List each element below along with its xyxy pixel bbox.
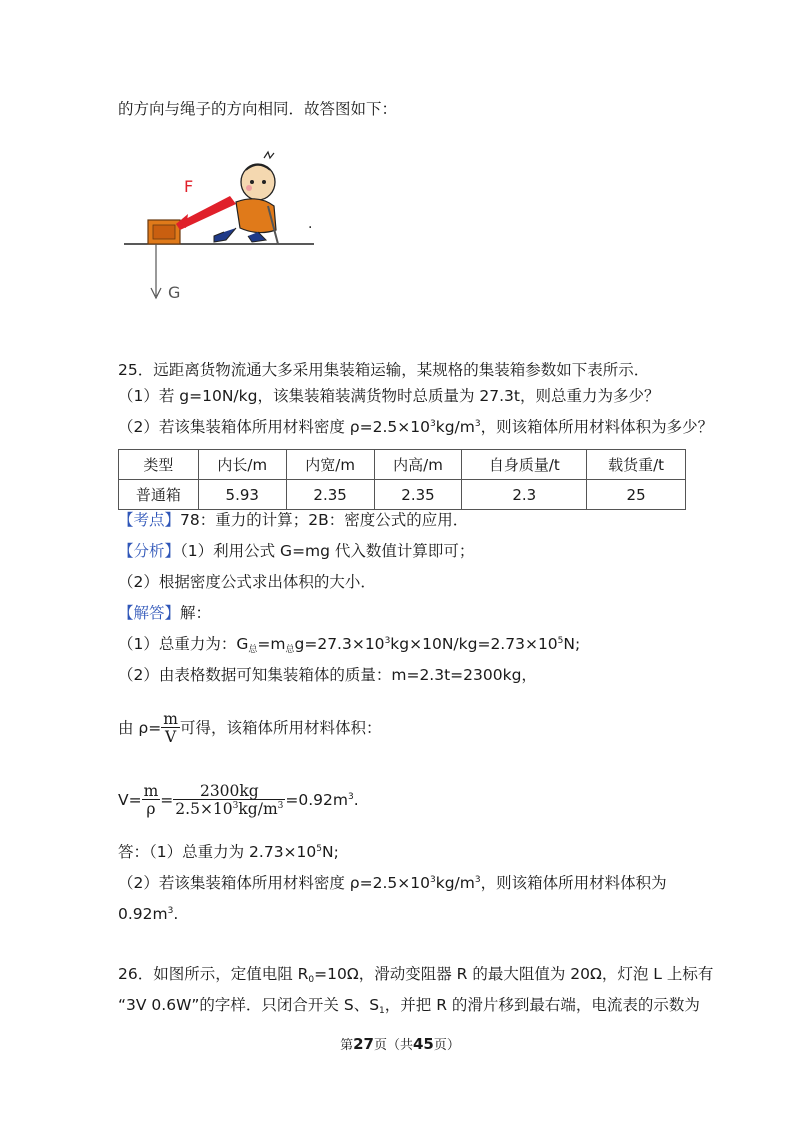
table-header-cell: 内高/m	[374, 450, 462, 480]
top-line: 的方向与绳子的方向相同．故答图如下：	[118, 100, 398, 118]
table-header-cell: 内长/m	[198, 450, 286, 480]
q25-part2: （2）若该集装箱体所用材料密度 $\rho=2.5\times 10^3kg/m^3$，则该箱体所用材料体积为多少？	[118, 418, 714, 436]
page-footer: 第27页（共45页）	[340, 1035, 460, 1053]
table-header-cell: 内宽/m	[286, 450, 374, 480]
answer-3: $0.92m^3$.	[118, 905, 179, 923]
kaodian-label: 【考点】	[118, 511, 181, 529]
density-formula-line: 由 ρ= $\frac{m}{V}$ 可得，该箱体所用材料体积：	[118, 710, 382, 746]
force-f-label: F	[184, 177, 194, 196]
answer-1: 答：（1）总重力为 $2.73\times 10^5N$;	[118, 843, 339, 861]
m-over-rho-fraction: $\frac{m}{\rho}$	[143, 782, 159, 818]
fenxi-line: 【分析】（1）利用公式 G=mg 代入数值计算即可；	[118, 542, 475, 560]
answer-2: （2）若该集装箱体所用材料密度 $\rho=2.5\times 10^3kg/m^3$，则该箱体所用材料体积为	[118, 874, 667, 892]
jieda-line: 【解答】解：	[118, 604, 212, 622]
q26-line-1: 26．如图所示，定值电阻 $R_0=10\Omega$，滑动变阻器 R 的最大阻值为 20Ω，灯泡 L 上标有	[118, 965, 714, 985]
table-cell: 5.93	[198, 480, 286, 510]
table-cell: 普通箱	[119, 480, 199, 510]
jieda-label: 【解答】	[118, 604, 181, 622]
table-header-cell: 自身质量/t	[462, 450, 587, 480]
fenxi-label: 【分析】	[118, 542, 181, 560]
total-pages: 45	[413, 1035, 434, 1053]
table-row	[119, 480, 686, 510]
q26-line-2: “3V 0.6W”的字样．只闭合开关 S、$S_1$，并把 R 的滑片移到最右端，电流表的示数为	[118, 996, 700, 1016]
table-cell: 2.3	[462, 480, 587, 510]
force-diagram	[118, 148, 328, 308]
table-header-cell: 载货重/t	[587, 450, 686, 480]
cartoon-person	[214, 152, 278, 244]
table-cell: 25	[587, 480, 686, 510]
svg-text:.: .	[308, 216, 313, 232]
q25-title: 25．远距离货物流通大多采用集装箱运输，某规格的集装箱参数如下表所示．	[118, 361, 650, 379]
solution-2: （2）由表格数据可知集装箱体的质量：m=2.3t=2300kg，	[118, 666, 537, 684]
current-page: 27	[353, 1035, 374, 1053]
table-header-cell: 类型	[119, 450, 199, 480]
container-params-table	[118, 449, 686, 510]
kaodian-line: 【考点】78：重力的计算；2B：密度公式的应用．	[118, 511, 469, 529]
m-over-v-fraction: $\frac{m}{V}$	[163, 710, 178, 746]
fenxi-line-2: （2）根据密度公式求出体积的大小．	[118, 573, 376, 591]
volume-formula-line: V= $\frac{m}{\rho}$ = $\frac{2300kg}{2.5\times 10^3kg/m^3}$ $=0.92m^3$.	[118, 782, 359, 818]
table-header-row	[119, 450, 686, 480]
force-g-label: G	[168, 283, 181, 302]
solution-1: （1）总重力为：$G_总=m_总g=27.3\times 10^3kg\times 10N/kg=2.73\times 10^5N$;	[118, 635, 581, 655]
q25-part1: （1）若 g=10N/kg，该集装箱装满货物时总质量为 27.3t，则总重力为多少？	[118, 387, 660, 405]
table-cell: 2.35	[374, 480, 462, 510]
table-cell: 2.35	[286, 480, 374, 510]
volume-value-fraction: $\frac{2300kg}{2.5\times 10^3kg/m^3}$	[175, 782, 284, 818]
